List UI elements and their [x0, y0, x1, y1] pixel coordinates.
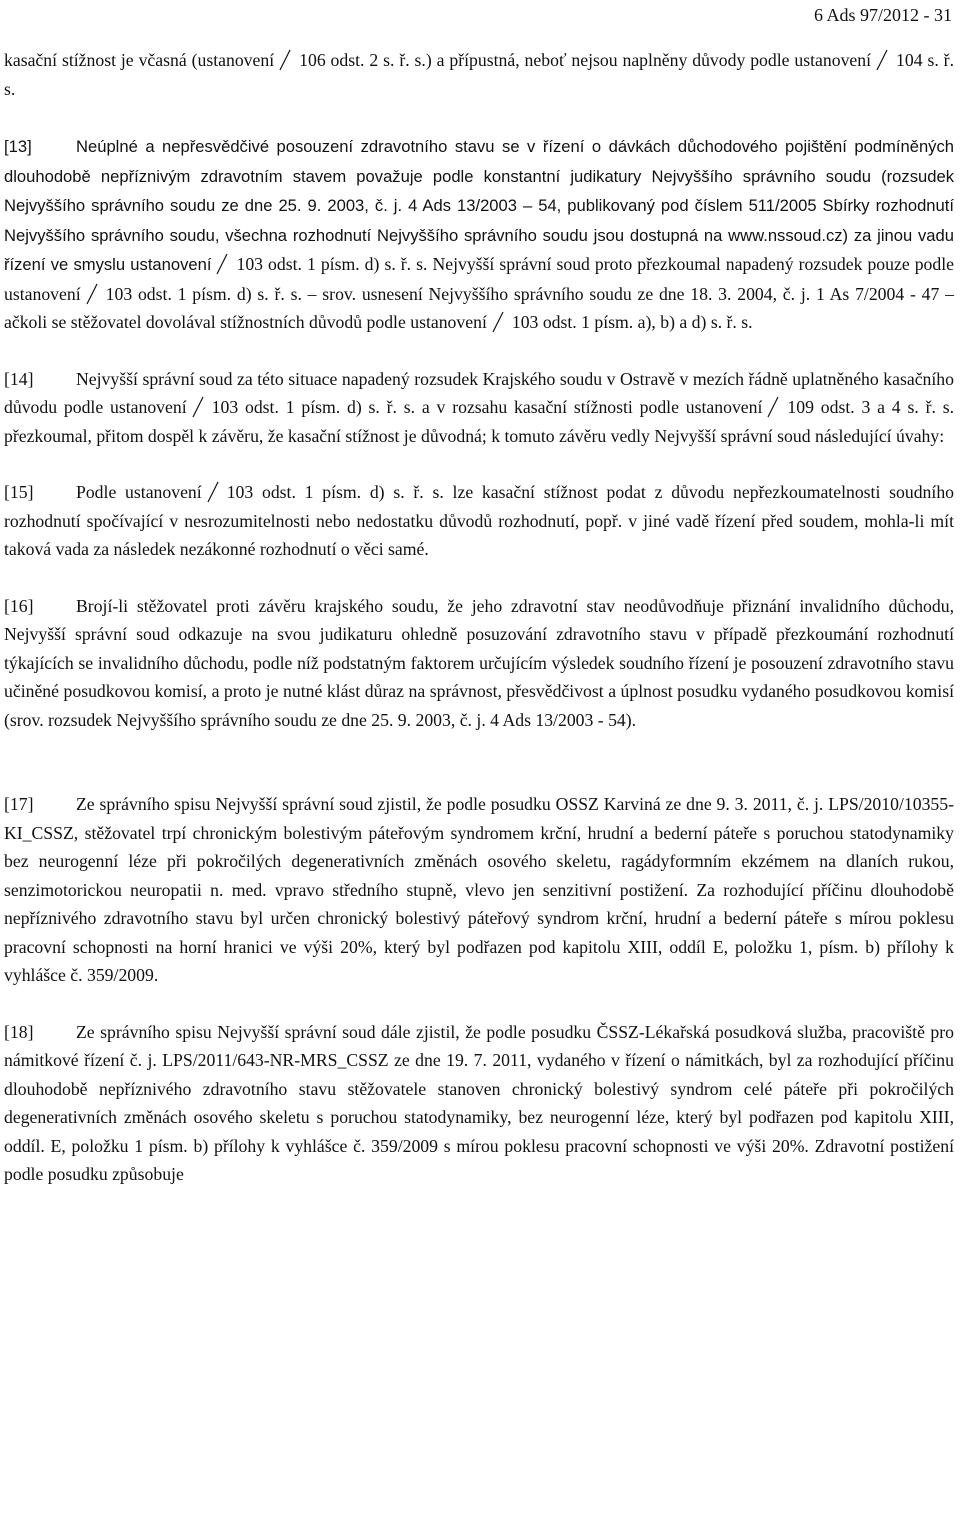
section-sign-icon — [206, 481, 220, 503]
paragraph-number: [15] — [4, 482, 34, 502]
paragraph-intro: kasační stížnost je včasná (ustanovení 106 odst. 2 s. ř. s.) a přípustná, neboť nejsou naplněny důvody podle ustanovení 104 s. ř. s. — [4, 50, 954, 99]
paragraph-13: [13] Neúplné a nepřesvědčivé posouzení zdravotního stavu se v řízení o dávkách důchodového pojištění podmíněných dlouhodobě nepříznivým zdravotním stavem považuje podle konstantní judikatury Nejvyššího správního soudu (rozsudek Nejvyššího správního soudu ze dne 25. 9. 2003, č. j. 4 Ads 13/2003 – 54, publikovaný pod číslem 511/2005 Sbírky rozhodnutí Nejvyššího správního soudu, všechna rozhodnutí Nejvyššího správního soudu jsou dostupná na www.nssoud.cz) za jinou vadu řízení ve smyslu ustanovení 103 odst. 1 písm. d) s. ř. s. Nejvyšší správní soud proto přezkoumal napadený rozsudek pouze podle ustanovení 103 odst. 1 písm. d) s. ř. s. – srov. usnesení Nejvyššího správního soudu ze dne 18. 3. 2004, č. j. 1 As 7/2004 - 47 – ačkoli se stěžovatel dovolával stížnostních důvodů podle ustanovení 103 odst. 1 písm. a), b) a d) s. ř. s. — [4, 132, 954, 337]
section-sign-icon — [85, 283, 99, 305]
paragraph-15: [15] Podle ustanovení 103 odst. 1 písm. d) s. ř. s. lze kasační stížnost podat z důvodu nepřezkoumatelnosti soudního rozhodnutí spočívající v nesrozumitelnosti nebo nedostatku důvodů rozhodnutí, popř. v jiné vadě řízení před soudem, mohla-li mít taková vada za následek nezákonné rozhodnutí o věci samé. — [4, 478, 954, 564]
paragraph-16: [16] Brojí-li stěžovatel proti závěru krajského soudu, že jeho zdravotní stav neodůvodňuje přiznání invalidního důchodu, Nejvyšší správní soud odkazuje na svou judikaturu ohledně posuzování zdravotního stavu v případě přezkoumání rozhodnutí týkajících se invalidního důchodu, podle níž podstatným faktorem určujícím výsledek soudního řízení je posouzení zdravotního stavu učiněné posudkovou komisí, a proto je nutné klást důraz na správnost, přesvědčivost a úplnost posudku vydaného posudkovou komisí (srov. rozsudek Nejvyššího správního soudu ze dne 25. 9. 2003, č. j. 4 Ads 13/2003 - 54). — [4, 592, 954, 735]
section-sign-icon — [491, 311, 505, 333]
paragraph-number: [18] — [4, 1021, 34, 1042]
document-body — [4, 46, 954, 1189]
section-sign-icon — [191, 396, 205, 418]
paragraph-number: [17] — [4, 794, 34, 814]
paragraph-number: [13] — [4, 137, 32, 156]
section-sign-icon — [875, 49, 889, 71]
case-reference: 6 Ads 97/2012 - 31 — [813, 5, 952, 25]
paragraph-18: [18] Ze správního spisu Nejvyšší správní soud dále zjistil, že podle posudku ČSSZ-Lékařská posudková služba, pracoviště pro námitkové řízení č. j. LPS/2011/643-NR-MRS_CSSZ ze dne 19. 7. 2011, vydaného v řízení o námitkách, byl za rozhodující příčinu dlouhodobě nepříznivého zdravotního stavu stěžovatele stanoven chronický bolestivý syndrom celé páteře při pokročilých degenerativních změnách osového skeletu s poruchou statodynamiky, bez neurogenní léze, který byl podřazen pod kapitolu XIII, oddíl. E, položku 1 písm. b) přílohy k vyhlášce č. 359/2009 s mírou poklesu pracovní schopnosti ve výši 20%. Zdravotní postižení podle posudku způsobuje — [4, 1018, 954, 1189]
section-sign-icon — [215, 253, 229, 275]
paragraph-number: [14] — [4, 368, 34, 389]
paragraph-17: [17] Ze správního spisu Nejvyšší správní soud zjistil, že podle posudku OSSZ Karviná ze dne 9. 3. 2011, č. j. LPS/2010/10355-KI_CSSZ, stěžovatel trpí chronickým bolestivým páteřovým syndromem krční, hrudní a bederní páteře s poruchou statodynamiky bez neurogenní léze při pokročilých degenerativních změnách osového skeletu, ragádyformním ekzémem na dlaních rukou, senzimotorickou neuropatii n. med. vpravo středního stupně, vlevo jen senzitivní postižení. Za rozhodující příčinu dlouhodobě nepříznivého zdravotního stavu byl určen chronický bolestivý páteřový syndrom krční, hrudní a bederní páteře s mírou poklesu pracovní schopnosti na horní hranici ve výši 20%, který byl podřazen pod kapitolu XIII, oddíl E, položku 1, písm. b) přílohy k vyhlášce č. 359/2009. — [4, 790, 954, 990]
paragraph-14: [14] Nejvyšší správní soud za této situace napadený rozsudek Krajského soudu v Ostravě v mezích řádně uplatněného kasačního důvodu podle ustanovení 103 odst. 1 písm. d) s. ř. s. a v rozsahu kasační stížnosti podle ustanovení 109 odst. 3 a 4 s. ř. s. přezkoumal, přitom dospěl k závěru, že kasační stížnost je důvodná; k tomuto závěru vedly Nejvyšší správní soud následující úvahy: — [4, 365, 954, 451]
section-sign-icon — [278, 49, 292, 71]
paragraph-number: [16] — [4, 595, 34, 616]
section-sign-icon — [766, 396, 780, 418]
